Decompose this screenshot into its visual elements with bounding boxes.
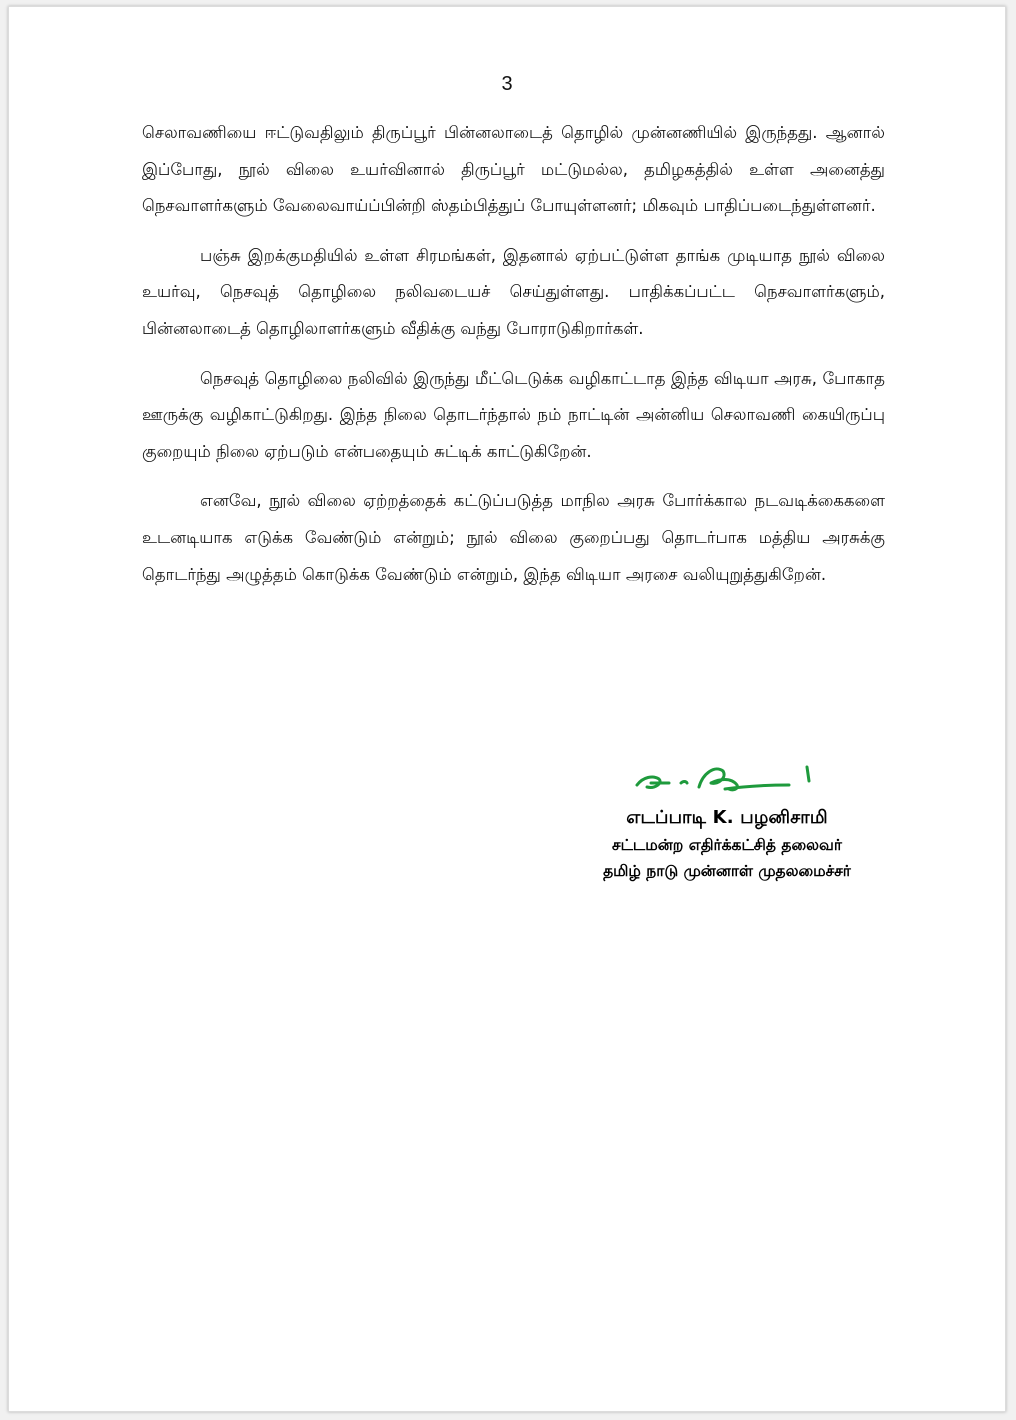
page-number: 3	[501, 73, 513, 95]
letter-body	[142, 115, 885, 606]
signatory-former-title: தமிழ் நாடு முன்னாள் முதலமைச்சர்	[603, 862, 851, 880]
signatory-name: எடப்பாடி K. பழனிசாமி	[626, 807, 828, 828]
paragraph-2: பஞ்சு இறக்குமதியில் உள்ள சிரமங்கள், இதனால் ஏற்பட்டுள்ள தாங்க முடியாத நூல் விலை உயர்வு, நெசவுத் தொழிலை நலிவடையச் செய்துள்ளது. பாதிக்கப்பட்ட நெசவாளர்களும், பின்னலாடைத் தொழிலாளர்களும் வீதிக்கு வந்து போராடுகிறார்கள்.	[142, 245, 885, 338]
document-page	[8, 6, 1006, 1412]
paragraph-4: எனவே, நூல் விலை ஏற்றத்தைக் கட்டுப்படுத்த மாநில அரசு போர்க்கால நடவடிக்கைகளை உடனடியாக எடுக்க வேண்டும் என்றும்; நூல் விலை குறைப்பது தொடர்பாக மத்திய அரசுக்கு தொடர்ந்து அழுத்தம் கொடுக்க வேண்டும் என்றும், இந்த விடியா அரசை வலியுறுத்துகிறேன்.	[142, 491, 885, 584]
signatory-title: சட்டமன்ற எதிர்க்கட்சித் தலைவர்	[612, 836, 842, 854]
handwritten-signature	[629, 759, 829, 801]
paragraph-3: நெசவுத் தொழிலை நலிவில் இருந்து மீட்டெடுக்க வழிகாட்டாத இந்த விடியா அரசு, போகாத ஊருக்கு வழிகாட்டுகிறது. இந்த நிலை தொடர்ந்தால் நம் நாட்டின் அன்னிய செலாவணி கையிருப்பு குறையும் நிலை ஏற்படும் என்பதையும் சுட்டிக் காட்டுகிறேன்.	[142, 368, 885, 461]
paragraph-1: செலாவணியை ஈட்டுவதிலும் திருப்பூர் பின்னலாடைத் தொழில் முன்னணியில் இருந்தது. ஆனால் இப்போது, நூல் விலை உயர்வினால் திருப்பூர் மட்டுமல்ல, தமிழகத்தில் உள்ள அனைத்து நெசவாளர்களும் வேலைவாய்ப்பின்றி ஸ்தம்பித்துப் போயுள்ளனர்; மிகவும் பாதிப்படைந்துள்ளனர்.	[142, 123, 885, 216]
signature-block	[569, 804, 885, 884]
